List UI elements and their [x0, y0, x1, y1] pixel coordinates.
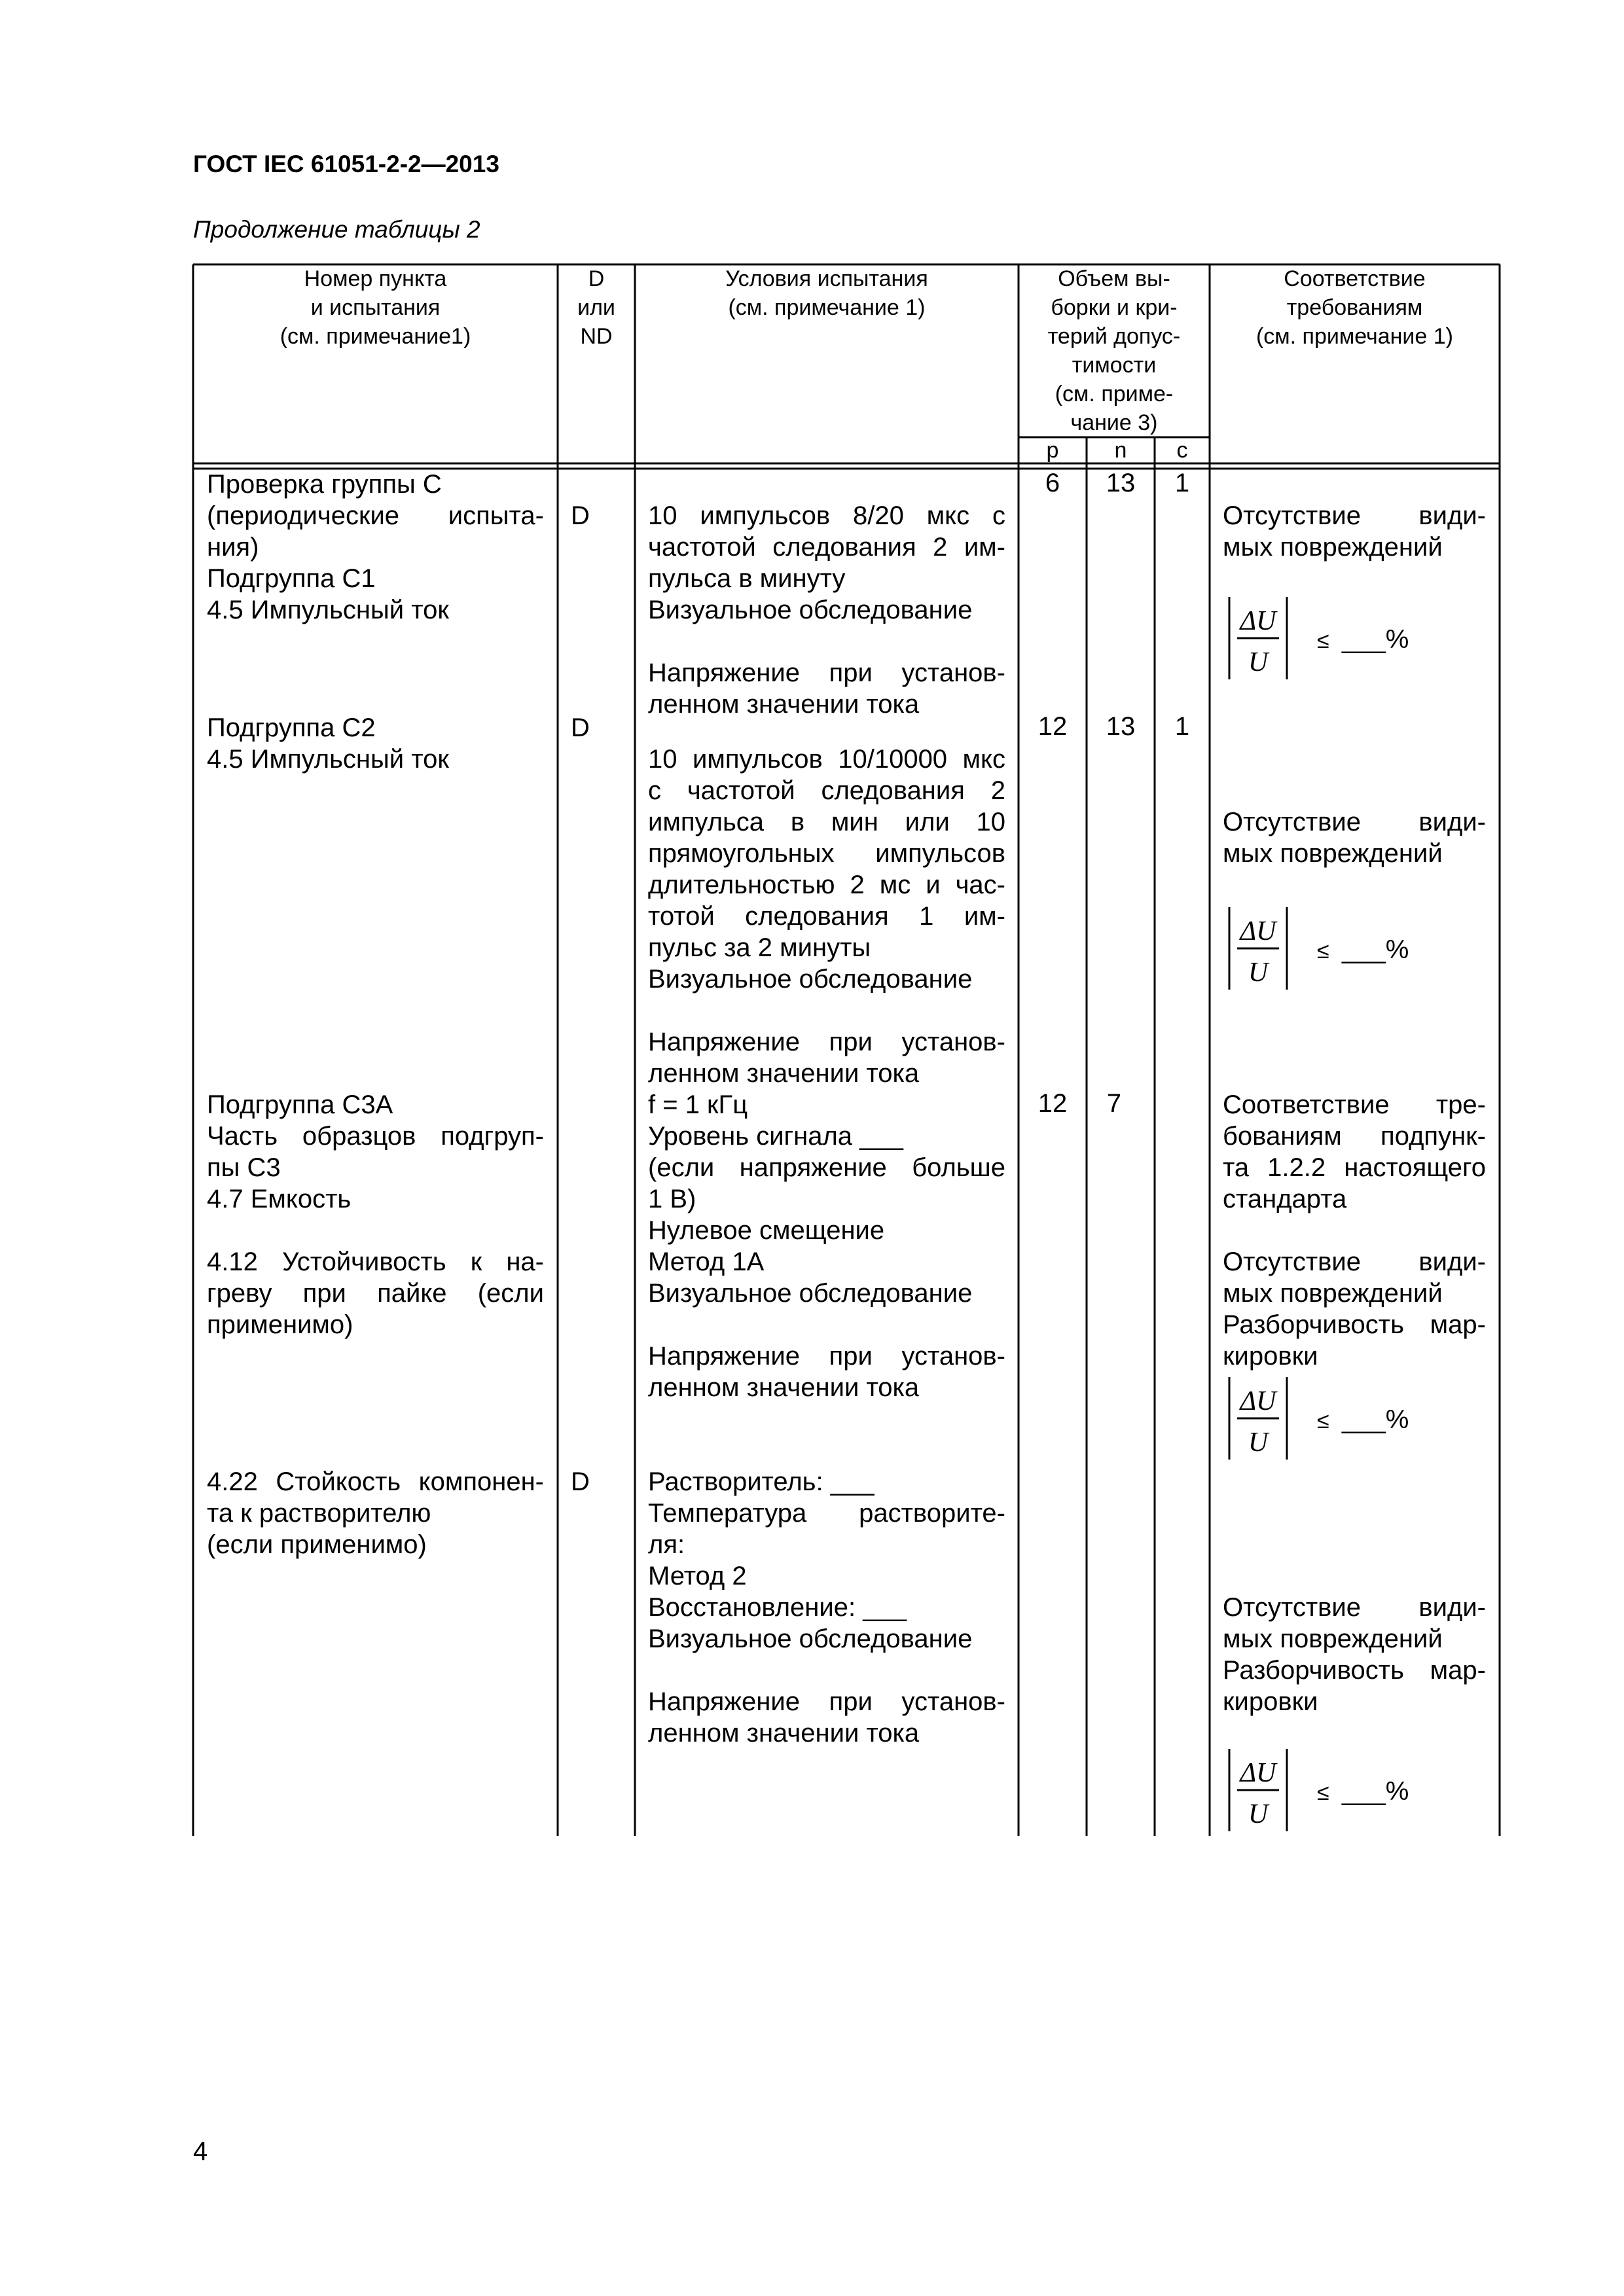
- c2-formula-denominator: U: [1248, 958, 1269, 988]
- r422-delta-u-formula: [1224, 1741, 1460, 1839]
- c3a-solder-heat-item: 4.12 Устойчивость к на- греву при пайке (если применимо): [207, 1247, 544, 1339]
- r422-d-nd: D: [571, 1467, 590, 1496]
- c2-compliance: Отсутствие види- мых повреждений: [1223, 808, 1486, 868]
- c1-conditions: 10 импульсов 8/20 мкс с частотой следования 2 им- пульса в минуту Визуальное обследование: [648, 501, 1005, 624]
- r422-formula-denominator: U: [1248, 1799, 1269, 1829]
- c1-c: 1: [1174, 469, 1190, 497]
- c1-delta-u-formula: [1224, 589, 1460, 687]
- c3a-item: Подгруппа С3А Часть образцов подгруп- пы С3 4.7 Емкость: [207, 1090, 544, 1213]
- c1-compliance: Отсутствие види- мых повреждений: [1223, 501, 1486, 562]
- c3a-formula-le: ≤: [1317, 1408, 1329, 1433]
- c1-formula-denominator: U: [1248, 647, 1269, 677]
- c2-formula-le: ≤: [1317, 939, 1329, 963]
- c2-n: 13: [1106, 712, 1136, 741]
- c3a-compliance-visual: Отсутствие види- мых повреждений Разборчивость мар- кировки: [1223, 1247, 1486, 1371]
- c1-d-nd: D: [571, 501, 590, 530]
- c3a-compliance: Соответствие тре- бованиям подпунк- та 1.2.2 настоящего стандарта: [1223, 1090, 1486, 1213]
- c2-delta-u-formula: [1224, 899, 1460, 997]
- c1-n: 13: [1106, 469, 1136, 497]
- document-header: ГОСТ IEC 61051-2-2—2013: [193, 151, 499, 177]
- r422-formula-numerator: ΔU: [1240, 1758, 1276, 1788]
- r422-voltage-check: Напряжение при установ- ленном значении тока: [648, 1687, 1005, 1748]
- header-d-nd: D или ND: [577, 266, 615, 349]
- c3a-formula-denominator: U: [1248, 1427, 1269, 1458]
- c2-p: 12: [1038, 712, 1068, 741]
- c1-voltage-check: Напряжение при установ- ленном значении тока: [648, 658, 1005, 719]
- c2-c: 1: [1174, 712, 1190, 741]
- header-test-conditions: Условия испытания (см. примечание 1): [725, 266, 928, 320]
- c3a-delta-u-formula: [1224, 1369, 1460, 1467]
- header-item-number: Номер пункта и испытания (см. примечание1): [280, 266, 471, 349]
- c2-item: Подгруппа С2 4.5 Импульсный ток: [207, 713, 449, 774]
- c3a-formula-blank: ___%: [1342, 1405, 1409, 1434]
- header-p: p: [1046, 438, 1059, 463]
- c1-item: Проверка группы С (периодические испыта- ния) Подгруппа С1 4.5 Импульсный ток: [207, 470, 544, 624]
- c1-p: 6: [1045, 469, 1060, 497]
- r422-formula-blank: ___%: [1342, 1777, 1409, 1806]
- c2-voltage-check: Напряжение при установ- ленном значении тока: [648, 1028, 1005, 1088]
- c3a-conditions: f = 1 кГц Уровень сигнала ___ (если напряжение больше 1 В) Нулевое смещение Метод 1А Визуальное обследование: [648, 1090, 1005, 1308]
- r422-compliance: Отсутствие види- мых повреждений Разборчивость мар- кировки: [1223, 1593, 1486, 1716]
- r422-item: 4.22 Стойкость компонен- та к растворителю (если применимо): [207, 1467, 544, 1559]
- page-number: 4: [193, 2137, 208, 2166]
- table-caption: Продолжение таблицы 2: [193, 216, 480, 243]
- c3a-formula-numerator: ΔU: [1240, 1386, 1276, 1416]
- c2-formula-blank: ___%: [1342, 935, 1409, 964]
- c2-formula-numerator: ΔU: [1240, 916, 1276, 946]
- c2-d-nd: D: [571, 713, 590, 742]
- c1-formula-blank: ___%: [1342, 625, 1409, 654]
- r422-formula-le: ≤: [1317, 1780, 1329, 1805]
- c1-formula-le: ≤: [1317, 628, 1329, 653]
- header-n: n: [1114, 438, 1127, 463]
- r422-conditions: Растворитель: ___ Температура растворите- ля: Метод 2 Восстановление: ___ Визуальное обследование: [648, 1467, 1005, 1653]
- header-sample-size: Объем вы- борки и кри- терий допус- тимости (см. приме- чание 3): [1047, 266, 1181, 435]
- c2-conditions: 10 импульсов 10/10000 мкс с частотой следования 2 импульса в мин или 10 прямоугольных импульсов длительностью 2 мс и час- тотой следования 1 им- пульс за 2 минуты Визуальное обследование: [648, 745, 1005, 994]
- header-c: c: [1176, 438, 1188, 463]
- c3a-n: 7: [1106, 1089, 1122, 1118]
- header-compliance: Соответствие требованиям (см. примечание 1): [1255, 266, 1454, 349]
- c3a-p: 12: [1038, 1089, 1068, 1118]
- c3a-voltage-check: Напряжение при установ- ленном значении тока: [648, 1342, 1005, 1402]
- c1-formula-numerator: ΔU: [1240, 606, 1276, 636]
